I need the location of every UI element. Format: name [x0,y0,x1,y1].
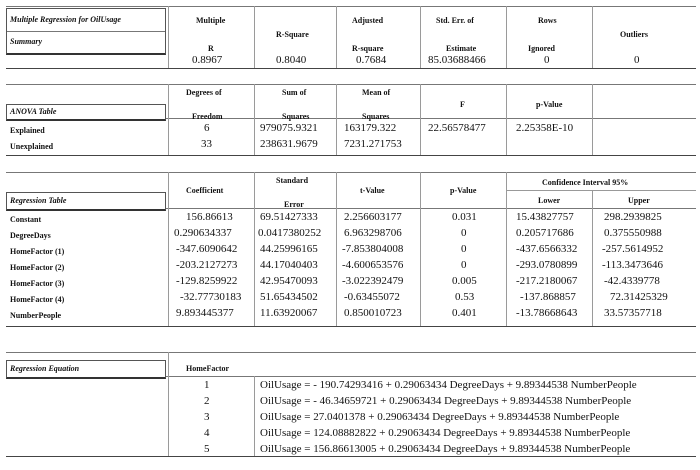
eq-text: OilUsage = 27.0401378 + 0.29063434 DegreeDays + 9.89344538 NumberPeople [260,411,620,423]
reg-lower: -293.0780899 [516,259,578,271]
reg-lower: 15.43827757 [516,211,574,223]
eq-text: OilUsage = 156.86613005 + 0.29063434 DegreeDays + 9.89344538 NumberPeople [260,443,631,455]
coef-header: Coefficient [186,186,224,195]
reg-se: 11.63920067 [260,307,318,319]
reg-lower: -437.6566332 [516,243,578,255]
reg-p: 0.031 [452,211,477,223]
t-header: t-Value [360,186,385,195]
anova-ms: 163179.322 [344,122,397,134]
ss-header-1: Sum of [282,88,307,97]
reg-t: 2.256603177 [344,211,402,223]
reg-lower: -217.2180067 [516,275,578,287]
rows-ignored-value: 0 [544,54,550,66]
se-header-2: Error [284,200,304,209]
reg-se: 0.0417380252 [258,227,322,239]
multiple-r-header-2: R [208,44,214,53]
anova-title: ANOVA Table [10,107,57,116]
summary-title-box [6,8,166,55]
anova-row-label: Unexplained [10,142,54,151]
equation-table [6,352,696,462]
reg-lower: -13.78668643 [516,307,578,319]
reg-upper: 33.57357718 [604,307,662,319]
reg-upper: 72.31425329 [610,291,668,303]
reg-upper: -257.5614952 [602,243,664,255]
df-header-2: Freedom [192,112,223,121]
reg-row-label: Constant [10,215,42,224]
reg-lower: -137.868857 [520,291,576,303]
eq-factor: 2 [204,395,210,407]
anova-ss: 238631.9679 [260,138,318,150]
summary-title: Multiple Regression for OilUsage [10,15,121,24]
multiple-r-value: 0.8967 [192,54,223,66]
reg-se: 42.95470093 [260,275,318,287]
summary-table [6,6,696,72]
reg-row-label: NumberPeople [10,311,62,320]
reg-p: 0.401 [452,307,477,319]
eq-text: OilUsage = - 190.74293416 + 0.29063434 DegreeDays + 9.89344538 NumberPeople [260,379,637,391]
r-square-value: 0.8040 [276,54,307,66]
outliers-header: Outliers [620,30,648,39]
reg-se: 44.25996165 [260,243,318,255]
anova-table [6,84,696,160]
equation-title-box [6,360,166,379]
ci-header: Confidence Interval 95% [542,178,629,187]
std-err-value: 85.03688466 [428,54,486,66]
adjusted-value: 0.7684 [356,54,387,66]
regression-title: Regression Table [10,196,67,205]
reg-row-label: HomeFactor (2) [10,263,65,272]
reg-t: -4.600653576 [342,259,404,271]
reg-row-label: DegreeDays [10,231,51,240]
std-err-header-1: Std. Err. of [436,16,474,25]
anova-df: 33 [201,138,212,150]
reg-t: 6.963298706 [344,227,402,239]
reg-p: 0 [461,243,467,255]
eq-factor: 5 [204,443,210,455]
anova-ss: 979075.9321 [260,122,318,134]
reg-coef: 9.893445377 [176,307,234,319]
reg-coef: -347.6090642 [176,243,238,255]
reg-se: 51.65434502 [260,291,318,303]
reg-coef: -129.8259922 [176,275,238,287]
reg-p: 0.005 [452,275,477,287]
multiple-r-header-1: Multiple [196,16,226,25]
r-square-header: R-Square [276,30,309,39]
reg-p-header: p-Value [450,186,477,195]
anova-f: 22.56578477 [428,122,486,134]
reg-row-label: HomeFactor (4) [10,295,65,304]
reg-t: -7.853804008 [342,243,404,255]
reg-upper: -113.3473646 [602,259,664,271]
reg-se: 69.51427333 [260,211,318,223]
f-header: F [460,100,465,109]
anova-p: 2.25358E-10 [516,122,574,134]
eq-text: OilUsage = 124.08882822 + 0.29063434 DegreeDays + 9.89344538 NumberPeople [260,427,631,439]
anova-p-header: p-Value [536,100,563,109]
eq-factor: 4 [204,427,210,439]
std-err-header-2: Estimate [446,44,477,53]
eq-factor: 1 [204,379,210,391]
anova-ms: 7231.271753 [344,138,402,150]
reg-t: -0.63455072 [344,291,400,303]
summary-subtitle: Summary [10,37,43,46]
reg-coef: 156.86613 [186,211,233,223]
outliers-value: 0 [634,54,640,66]
reg-coef: 0.290634337 [174,227,232,239]
anova-df: 6 [204,122,210,134]
reg-upper: 0.375550988 [604,227,662,239]
reg-row-label: HomeFactor (1) [10,247,65,256]
ms-header-2: Squares [362,112,390,121]
rows-ignored-header-2: Ignored [528,44,555,53]
reg-coef: -203.2127273 [176,259,238,271]
reg-p: 0 [461,259,467,271]
anova-row-label: Explained [10,126,45,135]
eq-text: OilUsage = - 46.34659721 + 0.29063434 DegreeDays + 9.89344538 NumberPeople [260,395,632,407]
ms-header-1: Mean of [362,88,391,97]
adjusted-header-2: R-square [352,44,384,53]
reg-upper: -42.4339778 [604,275,660,287]
reg-t: -3.022392479 [342,275,404,287]
reg-p: 0.53 [455,291,475,303]
reg-p: 0 [461,227,467,239]
reg-coef: -32.77730183 [180,291,242,303]
se-header-1: Standard [276,176,309,185]
ci-upper-header: Upper [628,196,650,205]
regression-title-box [6,192,166,211]
anova-title-box [6,104,166,121]
equation-title: Regression Equation [10,364,80,373]
homefactor-header: HomeFactor [186,364,230,373]
eq-factor: 3 [204,411,210,423]
reg-row-label: HomeFactor (3) [10,279,65,288]
reg-t: 0.850010723 [344,307,402,319]
reg-se: 44.17040403 [260,259,318,271]
df-header-1: Degrees of [186,88,222,97]
regression-table [6,172,696,330]
adjusted-header-1: Adjusted [352,16,384,25]
reg-upper: 298.2939825 [604,211,662,223]
reg-lower: 0.205717686 [516,227,574,239]
ss-header-2: Squares [282,112,310,121]
rows-ignored-header-1: Rows [538,16,557,25]
ci-lower-header: Lower [538,196,561,205]
